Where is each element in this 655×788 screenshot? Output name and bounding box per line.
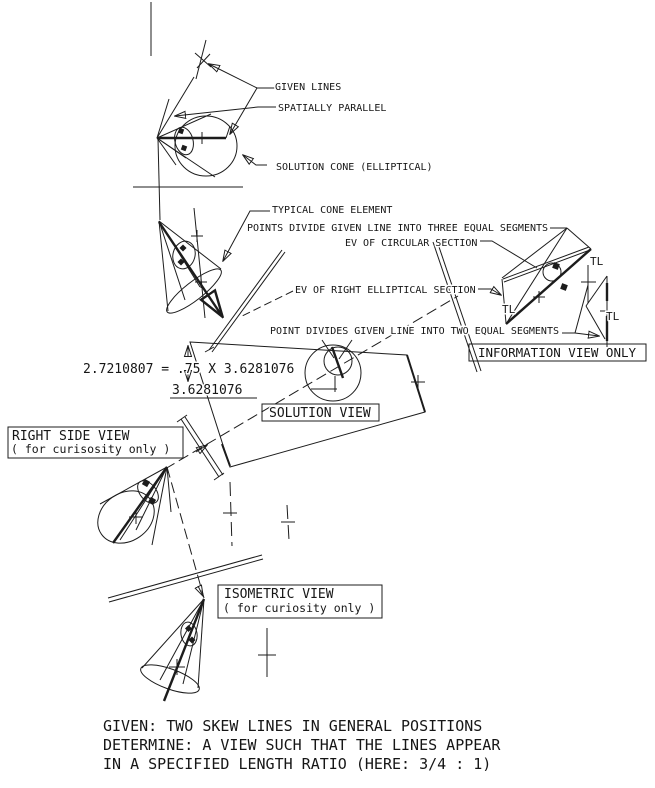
solution-view-title: SOLUTION VIEW	[269, 406, 371, 421]
leader-two-segments	[575, 333, 599, 336]
isometric-view-title: ISOMETRIC VIEW	[224, 587, 334, 602]
cone-edge	[159, 221, 221, 269]
right-side-view-subtitle: ( for curisosity only )	[11, 442, 171, 456]
projection-segment	[230, 482, 232, 546]
top-view-leaders	[175, 64, 276, 165]
statement-line-1: GIVEN: TWO SKEW LINES IN GENERAL POSITIONS	[103, 717, 483, 735]
leader-given-lines-1	[209, 64, 275, 88]
fold-line-c	[433, 242, 477, 372]
square-marker	[181, 145, 187, 151]
label-tl-1: TL	[590, 255, 604, 268]
cone-base-ellipse	[162, 263, 227, 319]
sight-lines	[165, 296, 458, 598]
label-spatially-parallel: SPATIALLY PARALLEL	[278, 103, 387, 114]
label-tl-3: TL	[606, 310, 620, 323]
statement-line-3: IN A SPECIFIED LENGTH RATIO (HERE: 3/4 : 1)	[103, 755, 492, 773]
dimension-length: 3.6281076	[172, 383, 243, 398]
leader-ev-elliptical-left	[240, 291, 293, 317]
leader-typical-cone-element	[223, 211, 270, 261]
cone-edge	[157, 114, 211, 138]
diamond-marker	[179, 244, 186, 251]
right-side-view-title: RIGHT SIDE VIEW	[12, 429, 130, 444]
reference-axis-vertical	[158, 139, 160, 220]
label-ev-circular: EV OF CIRCULAR SECTION	[345, 238, 478, 249]
leader-solution-cone	[243, 155, 267, 165]
label-solution-cone: SOLUTION CONE (ELLIPTICAL)	[276, 162, 433, 173]
statement-line-2: DETERMINE: A VIEW SUCH THAT THE LINES APPEAR	[103, 736, 501, 754]
leader-ev-circular	[480, 241, 537, 268]
label-ev-right-elliptical: EV OF RIGHT ELLIPTICAL SECTION	[295, 285, 476, 296]
true-length-line	[506, 249, 591, 324]
leader-given-lines-2	[230, 88, 257, 134]
sight-line-isometric	[167, 467, 204, 598]
label-given-lines: GIVEN LINES	[275, 82, 342, 93]
annotation-text	[11, 82, 637, 615]
cone-edge	[142, 599, 204, 668]
dimension-equation: 2.7210807 = .75 X 3.6281076	[83, 362, 295, 377]
isometric-view-subtitle: ( for curiosity only )	[223, 601, 376, 615]
label-points-divide-three: POINTS DIVIDE GIVEN LINE INTO THREE EQUAL SEGMENTS	[247, 223, 549, 234]
label-tl-2: TL	[502, 303, 516, 316]
ratio-point-line	[332, 347, 343, 378]
information-view-title: INFORMATION VIEW ONLY	[478, 345, 637, 360]
given-line-1	[157, 77, 194, 138]
cone-element-line	[113, 467, 167, 543]
square-marker	[560, 283, 568, 291]
label-point-divides-two: POINT DIVIDES GIVEN LINE INTO TWO EQUAL SEGMENTS	[270, 326, 559, 337]
leader-spatially-parallel	[175, 107, 276, 116]
top-view	[133, 2, 243, 220]
leader-ev-elliptical	[478, 289, 501, 295]
label-typical-cone-element: TYPICAL CONE ELEMENT	[272, 205, 393, 216]
cone-base-ellipse	[137, 659, 202, 699]
problem-statement	[103, 717, 501, 773]
